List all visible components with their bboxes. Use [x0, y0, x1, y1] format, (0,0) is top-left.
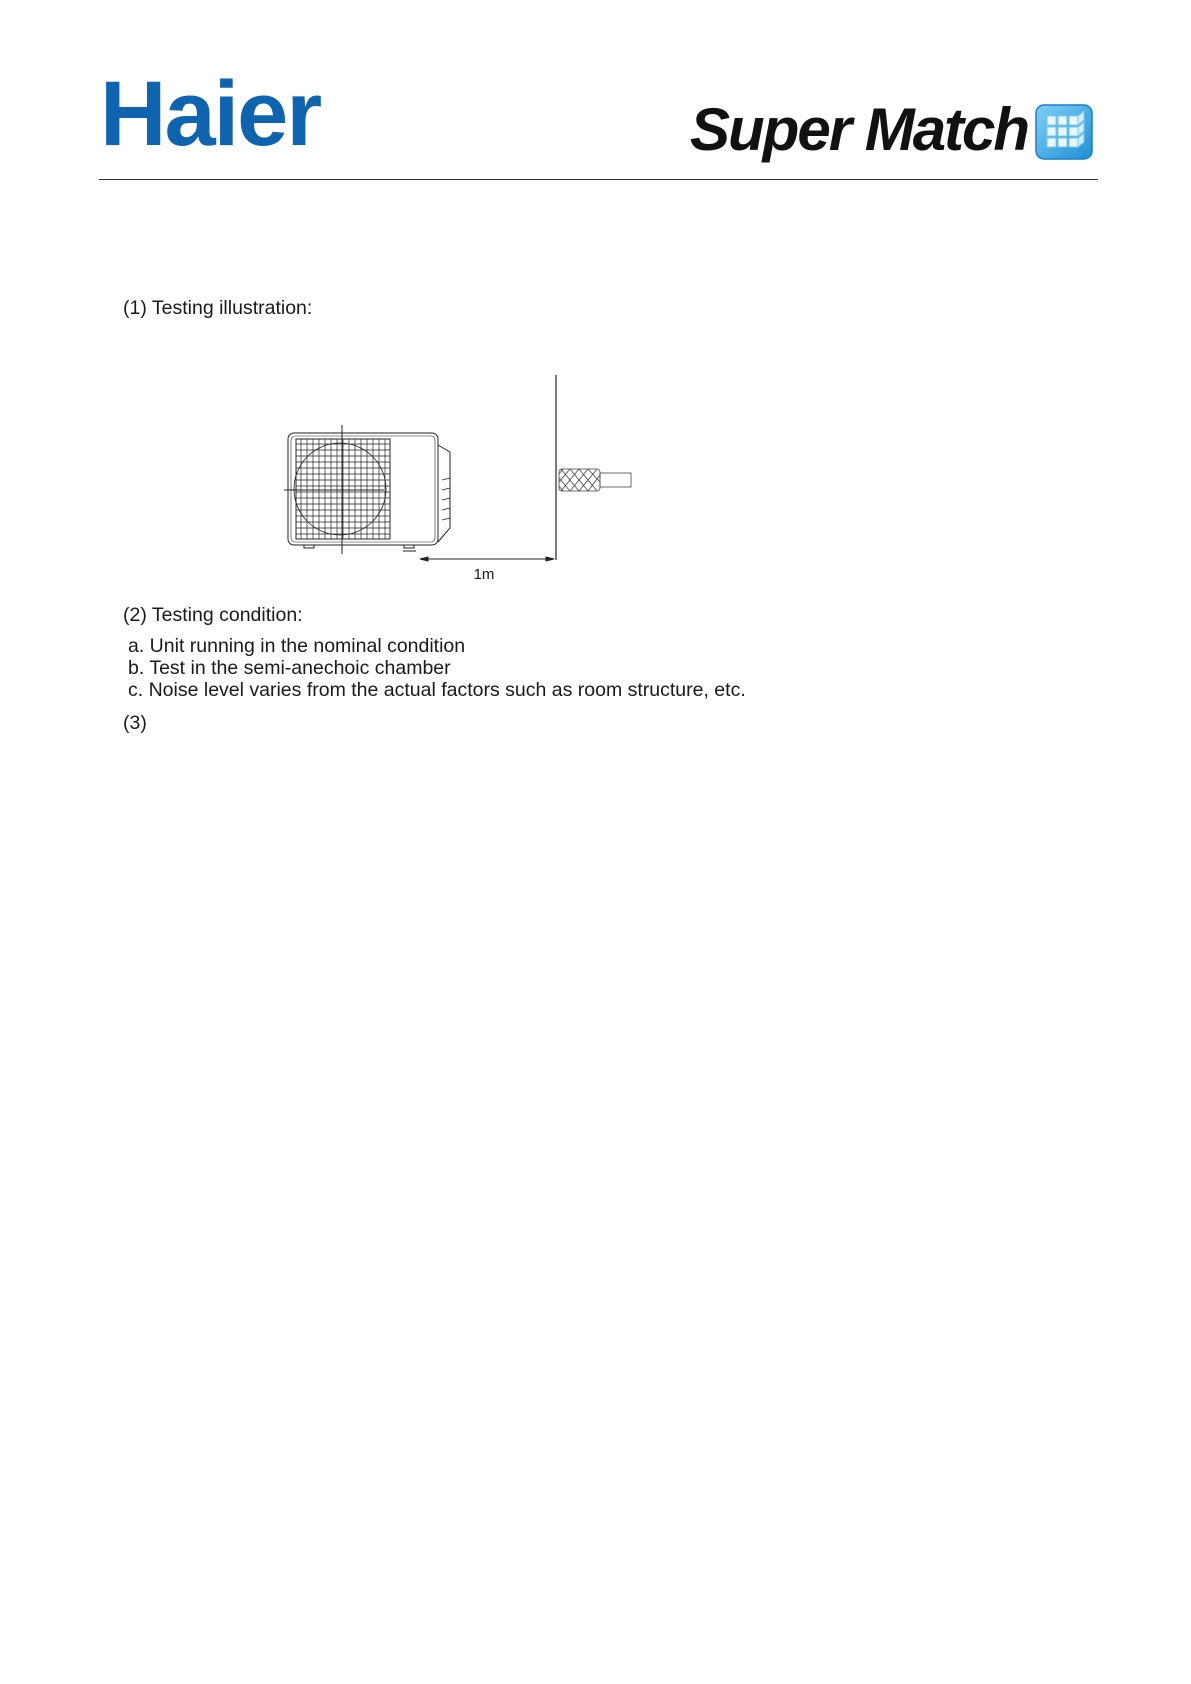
list-item: a. Unit running in the nominal condition: [128, 635, 466, 657]
header-divider: [99, 179, 1098, 180]
super-match-logo: Super Match: [690, 96, 1029, 163]
section-heading-testing-condition: (2) Testing condition:: [123, 604, 303, 626]
haier-logo: Haier: [100, 63, 321, 165]
cube-icon: [1035, 104, 1093, 160]
outdoor-unit-icon: [284, 425, 450, 554]
section-heading-3: (3): [123, 712, 147, 734]
list-item: b. Test in the semi-anechoic chamber: [128, 657, 451, 679]
distance-label: 1m: [473, 566, 495, 583]
list-item: c. Noise level varies from the actual factors such as room structure, etc.: [128, 679, 746, 701]
testing-diagram: [280, 370, 640, 592]
dimension-line: [420, 557, 554, 561]
microphone-icon: [559, 469, 631, 491]
section-heading-testing-illustration: (1) Testing illustration:: [123, 297, 313, 319]
